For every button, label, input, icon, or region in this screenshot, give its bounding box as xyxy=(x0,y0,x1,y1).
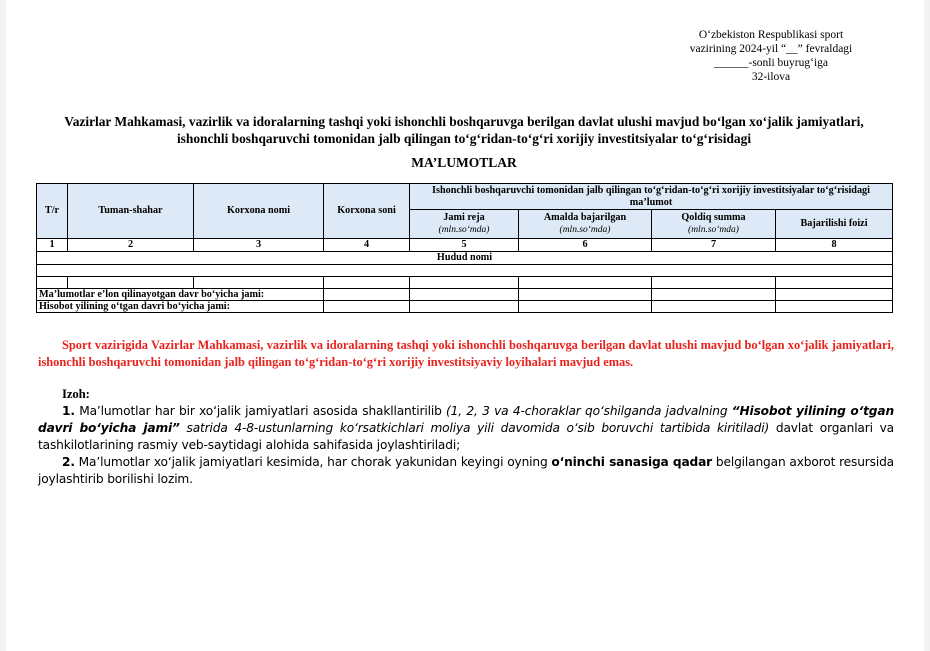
empty-cell xyxy=(324,289,410,301)
region-name-cell: Hudud nomi xyxy=(37,252,893,265)
note-2-text-b: o‘ninchi sanasiga qadar xyxy=(551,455,713,469)
header-plan-unit: (mln.so‘mda) xyxy=(438,225,490,235)
total-prev-year-row xyxy=(37,301,893,313)
total-period-label: Ma’lumotlar e’lon qilinayotgan davr bo‘yicha jami: xyxy=(37,289,324,301)
document-title: Vazirlar Mahkamasi, vazirlik va idoralarning tashqi yoki ishonchli boshqaruvga berilgan davlat ulushi mavjud bo‘lgan xo‘jalik jamiyatlari, ishonchli boshqaruvchi tomonidan jalb qilingan to‘g‘ridan-to‘g‘ri xorijiy investitsiyalar to‘g‘risidagi xyxy=(64,114,864,146)
empty-cell xyxy=(519,301,652,313)
region-row xyxy=(37,252,893,265)
note-1 xyxy=(38,403,894,454)
note-1-number: 1. xyxy=(62,404,75,418)
header-actual-label: Amalda bajarilgan xyxy=(543,212,627,223)
column-number: 7 xyxy=(652,239,776,252)
empty-cell xyxy=(652,277,776,289)
total-prev-year-label: Hisobot yilining o‘tgan davri bo‘yicha jami: xyxy=(37,301,324,313)
header-remaining-label: Qoldiq summa xyxy=(681,212,746,223)
note-1-text-a: Ma’lumotlar har bir xo‘jalik jamiyatlari asosida shakllantirilib xyxy=(74,404,447,418)
column-number: 5 xyxy=(410,239,519,252)
note-2-number: 2. xyxy=(62,455,75,469)
empty-cell xyxy=(519,277,652,289)
table-row xyxy=(37,277,893,289)
header-investment-group: Ishonchli boshqaruvchi tomonidan jalb qilingan to‘g‘ridan-to‘g‘ri xorijiy investitsiyalar to‘g‘risidagi ma’lumot xyxy=(410,184,893,210)
column-number: 6 xyxy=(519,239,652,252)
header-tr: T/r xyxy=(37,184,68,239)
empty-cell xyxy=(776,277,893,289)
column-number: 2 xyxy=(68,239,194,252)
column-number: 8 xyxy=(776,239,893,252)
note-1-text-c: “Hisobot yilining o‘tgan davri bo‘yicha jami” xyxy=(38,404,894,435)
column-number-row xyxy=(37,239,893,252)
column-number: 3 xyxy=(194,239,324,252)
header-remaining xyxy=(652,210,776,239)
empty-cell xyxy=(37,265,893,277)
header-district: Tuman-shahar xyxy=(68,184,194,239)
appendix-reference xyxy=(646,28,896,84)
header-actual xyxy=(519,210,652,239)
note-2-text-c: belgilangan axborot resursida joylashtirib borilishi lozim. xyxy=(38,455,894,486)
note-2 xyxy=(38,454,894,488)
note-1-text-d: satrida 4-8-ustunlarning ko‘rsatkichlari moliya yili davomida o‘sib boruvchi tartibida kiritiladi) xyxy=(179,421,770,435)
appendix-line-2: vazirining 2024-yil “__” fevraldagi xyxy=(689,43,853,55)
header-plan xyxy=(410,210,519,239)
empty-cell xyxy=(652,301,776,313)
appendix-line-3: ______-sonli buyrug‘iga xyxy=(713,57,829,69)
header-actual-unit: (mln.so‘mda) xyxy=(559,225,611,235)
empty-cell xyxy=(410,277,519,289)
appendix-line-4: 32-ilova xyxy=(751,71,791,83)
column-number: 4 xyxy=(324,239,410,252)
table-header-row xyxy=(37,184,893,210)
note-1-text-e: davlat organlari va tashkilotlarining rasmiy veb-saytidagi alohida sahifasida joylashtiriladi; xyxy=(38,421,894,452)
empty-cell xyxy=(776,301,893,313)
total-period-row xyxy=(37,289,893,301)
notes-heading: Izoh: xyxy=(62,387,90,401)
empty-cell xyxy=(324,301,410,313)
table-row xyxy=(37,265,893,277)
header-company-count: Korxona soni xyxy=(324,184,410,239)
document-page xyxy=(6,0,924,651)
empty-cell xyxy=(68,277,194,289)
investment-table xyxy=(36,183,893,313)
header-percent: Bajarilishi foizi xyxy=(776,210,893,239)
empty-cell xyxy=(37,277,68,289)
empty-cell xyxy=(776,289,893,301)
empty-cell xyxy=(194,277,324,289)
notes-section xyxy=(38,386,894,488)
header-plan-label: Jami reja xyxy=(443,212,485,223)
empty-cell xyxy=(652,289,776,301)
header-company-name: Korxona nomi xyxy=(194,184,324,239)
column-number: 1 xyxy=(37,239,68,252)
empty-cell xyxy=(410,289,519,301)
empty-cell xyxy=(519,289,652,301)
document-subtitle: MA’LUMOTLAR xyxy=(411,155,517,170)
header-remaining-unit: (mln.so‘mda) xyxy=(688,225,739,235)
note-1-text-b: (1, 2, 3 va 4-choraklar qo‘shilganda jadvalning xyxy=(446,404,732,418)
appendix-line-1: O‘zbekiston Respublikasi sport xyxy=(698,29,844,41)
note-2-text-a: Ma’lumotlar xo‘jalik jamiyatlari kesimida, har chorak yakunidan keyingi oyning xyxy=(74,455,552,469)
empty-cell xyxy=(324,277,410,289)
empty-cell xyxy=(410,301,519,313)
no-projects-notice: Sport vazirigida Vazirlar Mahkamasi, vazirlik va idoralarning tashqi yoki ishonchli boshqaruvga berilgan davlat ulushi mavjud bo‘lgan xo‘jalik jamiyatlari, ishonchli boshqaruvchi tomonidan jalb qilingan to‘g‘ridan-to‘g‘ri xorijiy investitsiyaviy loyihalari mavjud emas. xyxy=(38,338,894,369)
